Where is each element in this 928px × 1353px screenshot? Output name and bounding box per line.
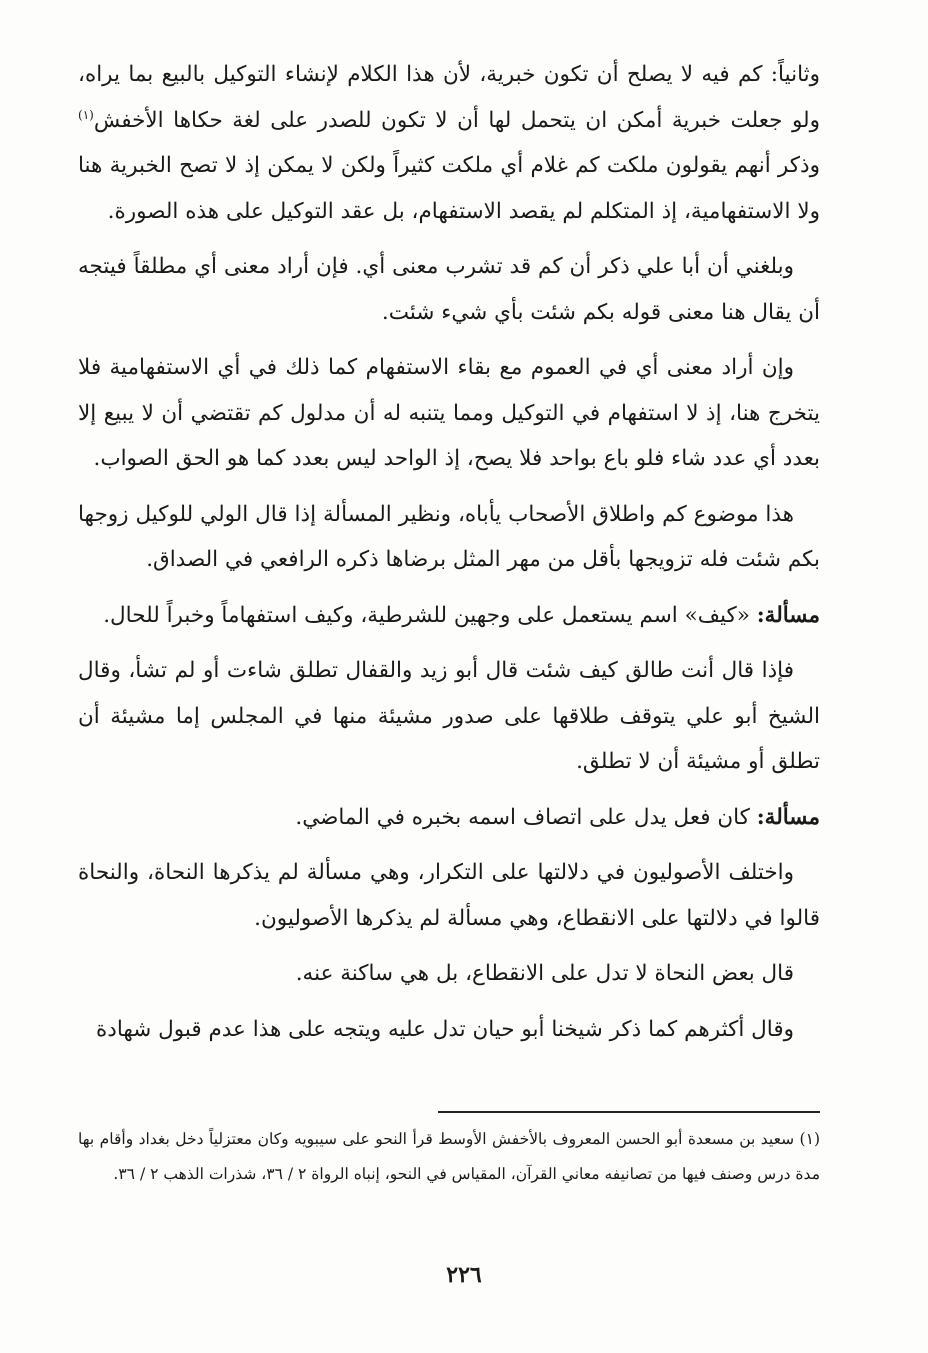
footnote-divider [438,1111,820,1113]
page-number: ٢٢٦ [446,1262,482,1288]
paragraph-1-text: وثانياً: كم فيه لا يصلح أن تكون خبرية، لأن هذا الكلام لإنشاء التوكيل بالبيع بما يراه، ولو جعلت خبرية أمكن ان يتحمل لها أن لا تكون للصدر على لغة حكاها الأخفش [78,62,820,133]
paragraph-10: وقال أكثرهم كما ذكر شيخنا أبو حيان تدل عليه ويتجه على هذا عدم قبول شهادة [95,1016,794,1042]
paragraph-1-continuation: وذكر أنهم يقولون ملكت كم غلام أي ملكت كثيراً ولكن لا يمكن إذ لا تصح الخبرية هنا ولا الاستفهامية، إذ المتكلم لم يقصد الاستفهام، بل عقد التوكيل على هذه الصورة. [78,153,820,224]
paragraph-2: وبلغني أن أبا علي ذكر أن كم قد تشرب معنى أي. فإن أراد معنى أي مطلقاً فيتجه أن يقال هنا معنى قوله بكم شئت بأي شيء شئت. [78,254,820,325]
paragraph-5-text: «كيف» اسم يستعمل على وجهين للشرطية، وكيف استفهاماً وخبراً للحال. [103,602,750,628]
paragraph-7 [78,795,820,841]
paragraph-9: قال بعض النحاة لا تدل على الانقطاع، بل هي ساكنة عنه. [295,961,794,986]
issue-label: مسألة: [756,602,820,628]
issue-label: مسألة: [756,804,820,830]
footnote-1: (١) سعيد بن مسعدة أبو الحسن المعروف بالأخفش الأوسط قرأ النحو على سيبويه وكان معتزلياً دخل بغداد وأقام بها مدة درس وصنف فيها من تصانيفه معاني القرآن، المقياس في النحو، إنباه الرواة ٢ / ٣٦، شذرات الذهب ٢ / ٣٦. [78,1130,820,1183]
paragraph-3: وإن أراد معنى أي في العموم مع بقاء الاستفهام كما ذلك في أي الاستفهامية فلا يتخرج هنا، إذ لا استفهام في التوكيل ومما يتنبه له أن مدلول كم تقتضي أن لا يبيع إلا بعدد أي عدد شاء فلو باع بواحد فلا يصح، إذ الواحد ليس بعدد كما هو الحق الصواب. [78,355,820,471]
paragraph-4: هذا موضوع كم واطلاق الأصحاب يأباه، ونظير المسألة إذا قال الولي للوكيل زوجها بكم شئت فله تزويجها بأقل من مهر المثل برضاها ذكره الرافعي في الصداق. [78,501,820,572]
paragraph-7-text: كان فعل يدل على اتصاف اسمه بخبره في الماضي. [295,804,750,830]
footnotes [78,1122,820,1192]
paragraph-6: فإذا قال أنت طالق كيف شئت قال أبو زيد والقفال تطلق شاءت أو لم تشأ، وقال الشيخ أبو علي يتوقف طلاقها على صدور مشيئة منها في المجلس إما مشيئة أن تطلق أو مشيئة أن لا تطلق. [78,658,820,774]
paragraph-5 [78,593,820,639]
paragraph-8: واختلف الأصوليون في دلالتها على التكرار، وهي مسألة لم يذكرها النحاة، والنحاة قالوا في دلالتها على الانقطاع، وهي مسألة لم يذكرها الأصوليون. [78,860,820,931]
paragraph-1 [78,52,820,234]
main-text [78,52,820,1062]
footnote-reference: (١) [78,107,94,122]
